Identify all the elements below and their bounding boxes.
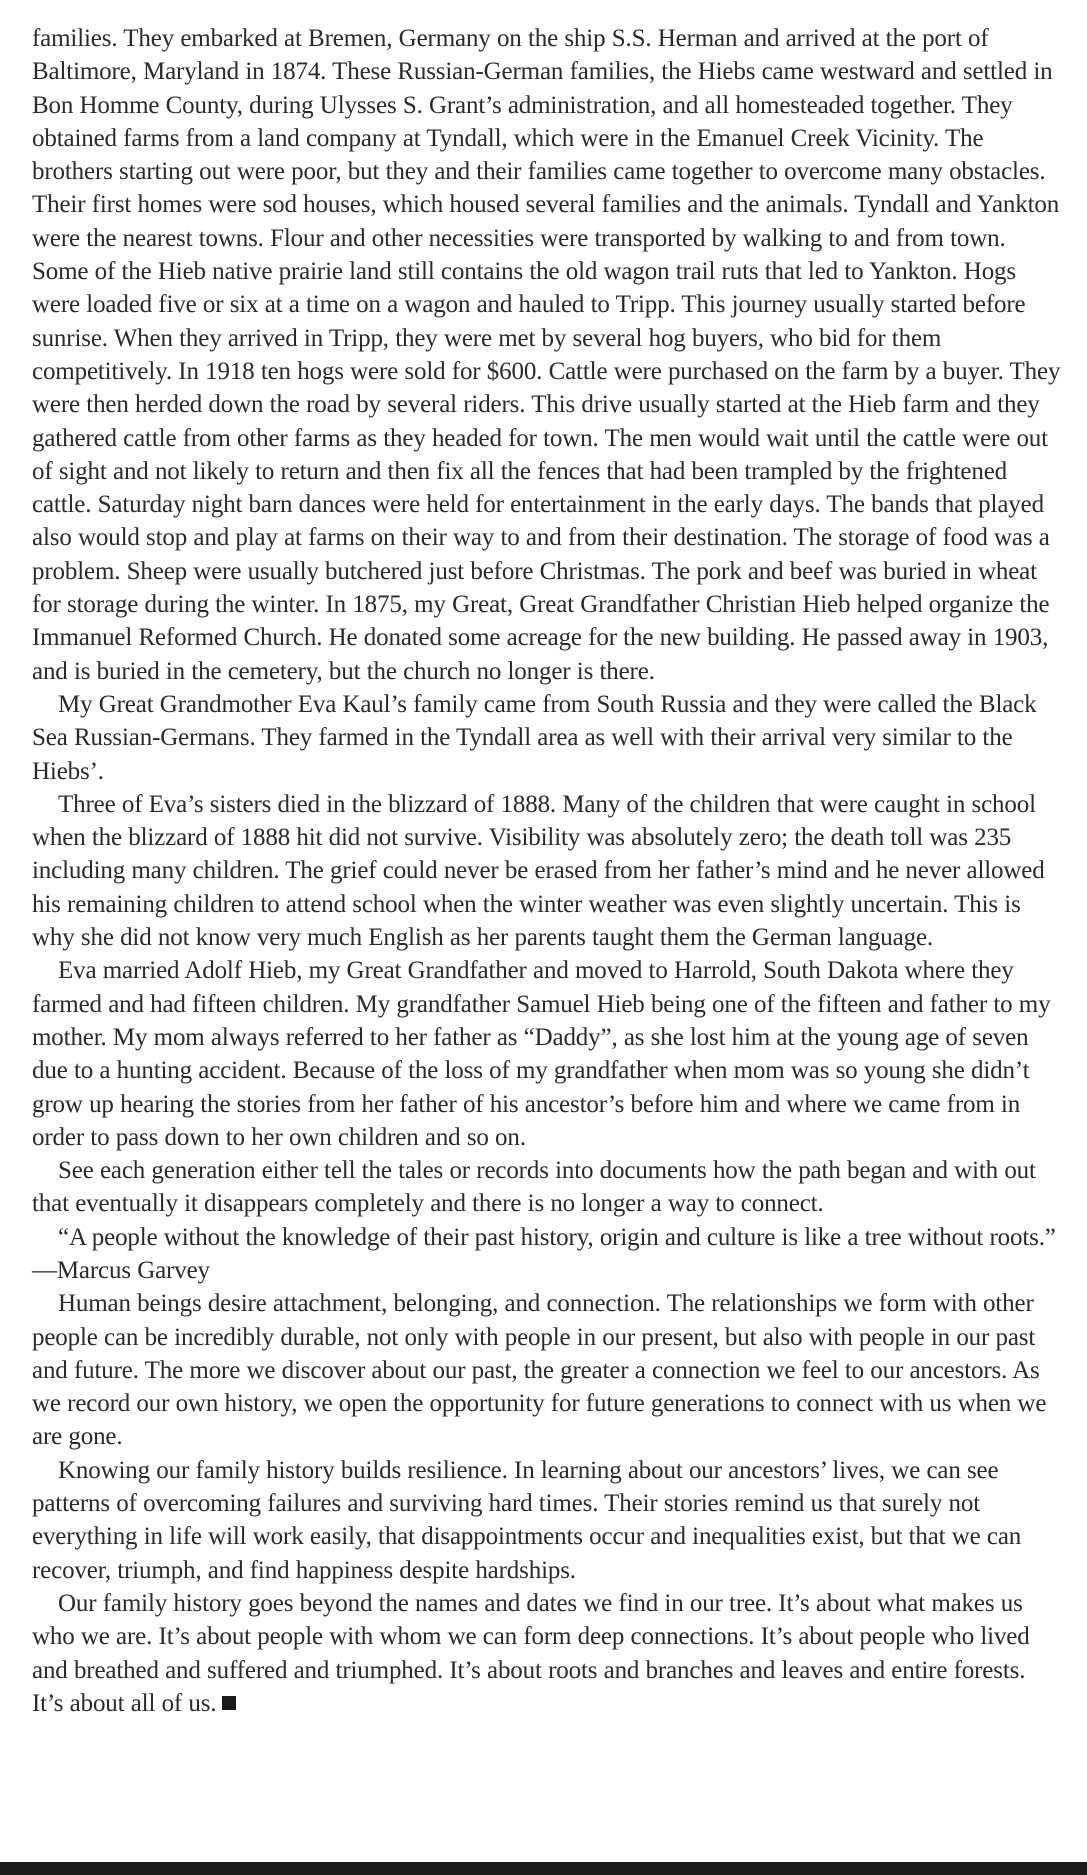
article-body: [32, 22, 1062, 1720]
paragraph-blizzard-1888: Three of Eva’s sisters died in the blizzard of 1888. Many of the children that were caught in school when the blizzard of 1888 hit did not survive. Visibility was absolutely zero; the death toll was 235 including many children. The grief could never be erased from her father’s mind and he never allowed his remaining children to attend school when the winter weather was even slightly uncertain. This is why she did not know very much English as her parents taught them the German language.: [32, 790, 1045, 952]
end-of-article-square-icon: [222, 1696, 236, 1710]
paragraph-homestead-history: families. They embarked at Bremen, Germany on the ship S.S. Herman and arrived at the port of Baltimore, Maryland in 1874. These Russian-German families, the Hiebs came westward and settled in Bon Homme County, during Ulysses S. Grant’s administration, and all homesteaded together. They obtained farms from a land company at Tyndall, which were in the Emanuel Creek Vicinity. The brothers starting out were poor, but they and their families came together to overcome many obstacles. Their first homes were sod houses, which housed several families and the animals. Tyndall and Yankton were the nearest towns. Flour and other necessities were transported by walking to and from town. Some of the Hieb native prairie land still contains the old wagon trail ruts that led to Yankton. Hogs were loaded five or six at a time on a wagon and hauled to Tripp. This journey usually started before sunrise. When they arrived in Tripp, they were met by several hog buyers, who bid for them competitively. In 1918 ten hogs were sold for $600. Cattle were purchased on the farm by a buyer. They were then herded down the road by several riders. This drive usually started at the Hieb farm and they gathered cattle from other farms as they headed for town. The men would wait until the cattle were out of sight and not likely to return and then fix all the fences that had been trampled by the frightened cattle. Saturday night barn dances were held for entertainment in the early days. The bands that played also would stop and play at farms on their way to and from their destination. The storage of food was a problem. Sheep were usually butchered just before Christmas. The pork and beef was buried in wheat for storage during the winter. In 1875, my Great, Great Grandfather Christian Hieb helped organize the Immanuel Reformed Church. He donated some acreage for the new building. He passed away in 1903, and is buried in the cemetery, but the church no longer is there.: [32, 25, 1061, 685]
paragraph-resilience: Knowing our family history builds resilience. In learning about our ancestors’ lives, we can see patterns of overcoming failures and surviving hard times. Their stories remind us that surely not everything in life will work easily, that disappointments occur and inequalities exist, but that we can recover, triumph, and find happiness despite hardships.: [32, 1456, 1022, 1584]
paragraph-eva-adolf-marriage: Eva married Adolf Hieb, my Great Grandfather and moved to Harrold, South Dakota where they farmed and had fifteen children. My grandfather Samuel Hieb being one of the fifteen and father to my mother. My mom always referred to her father as “Daddy”, as she lost him at the young age of seven due to a hunting accident. Because of the loss of my grandfather when mom was so young she didn’t grow up hearing the stories from her father of his ancestor’s before him and where we came from in order to pass down to her own children and so on.: [32, 957, 1051, 1151]
paragraph-closing: [32, 1587, 1062, 1720]
bottom-edge-bar: [0, 1862, 1087, 1875]
paragraph-human-connection: Human beings desire attachment, belonging, and connection. The relationships we form with other people can be incredibly durable, not only with people in our present, but also with people in our past and future. The more we discover about our past, the greater a connection we feel to our ancestors. As we record our own history, we open the opportunity for future generations to connect with us when we are gone.: [32, 1290, 1047, 1451]
closing-text: Our family history goes beyond the names and dates we find in our tree. It’s about what makes us who we are. It’s about people with whom we can form deep connections. It’s about people who lived and breathed and suffered and triumphed. It’s about roots and branches and leaves and entire forests. It’s about all of us.: [32, 1589, 1030, 1717]
paragraph-eva-kaul-family: My Great Grandmother Eva Kaul’s family came from South Russia and they were called the Black Sea Russian-Germans. They farmed in the Tyndall area as well with their arrival very similar to the Hiebs’.: [32, 690, 1037, 785]
paragraph-each-generation: See each generation either tell the tales or records into documents how the path began and with out that eventually it disappears completely and there is no longer a way to connect.: [32, 1157, 1036, 1218]
paragraph-garvey-quote: “A people without the knowledge of their past history, origin and culture is like a tree without roots.” —Marcus Garvey: [32, 1223, 1056, 1284]
